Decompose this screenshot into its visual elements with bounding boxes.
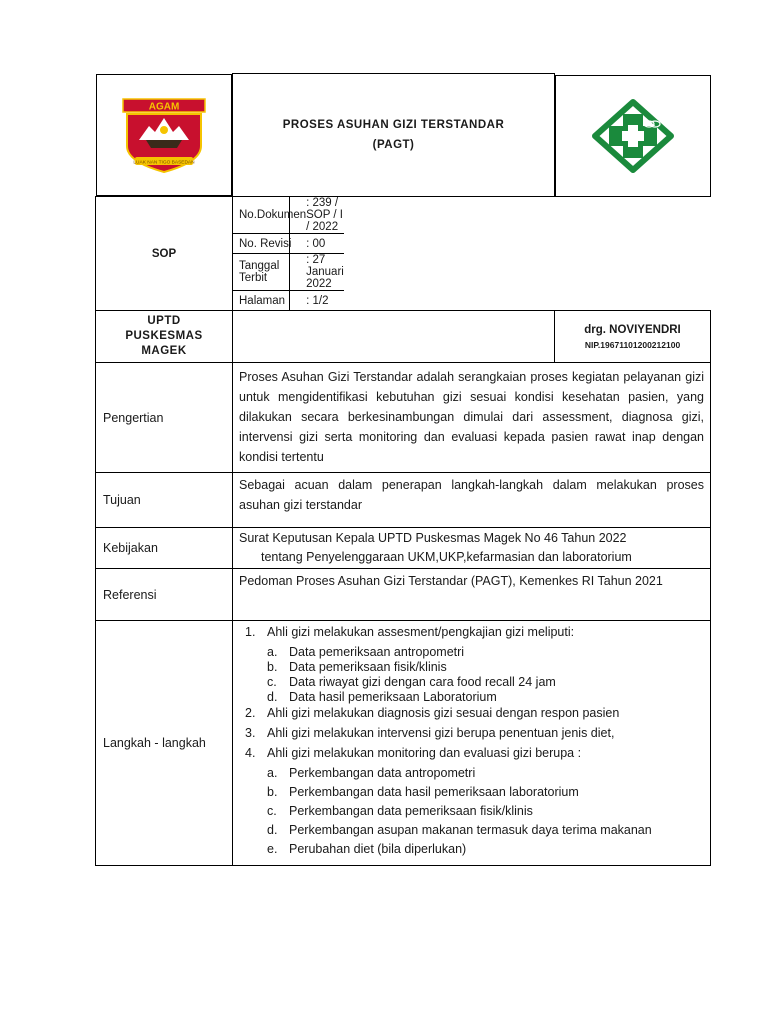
sub-item <box>267 785 704 800</box>
list-item <box>245 746 704 761</box>
agam-logo-cell <box>96 74 233 196</box>
kebijakan-label: Kebijakan <box>96 528 233 569</box>
document-title-line2: (PAGT) <box>372 139 415 151</box>
logo-left-text: AGAM <box>148 101 180 112</box>
sub-text: Perkembangan data hasil pemeriksaan laboratorium <box>289 785 579 799</box>
agam-regency-shield-icon <box>119 96 209 174</box>
sub-text: Perkembangan data pemeriksaan fisik/klinis <box>289 804 533 818</box>
sub-item <box>267 823 704 838</box>
sub-text: Perkembangan asupan makanan termasuk daya terima makanan <box>289 823 652 837</box>
document-meta <box>233 197 344 311</box>
meta-value: : 239 / SOP / I / 2022 <box>306 197 343 233</box>
document-title-line1: PROSES ASUHAN GIZI TERSTANDAR <box>282 119 505 131</box>
logo-left-banner: LUAK NAN TIGO BASEDAN <box>133 160 195 165</box>
organization-name <box>96 311 233 363</box>
pengertian-text: Proses Asuhan Gizi Terstandar adalah serangkaian proses kegiatan pelayanan gizi untuk mengidentifikasi kebutuhan gizi sesuai kondisi kesehatan pasien, yang dilakukan secara berkesinambungan dimulai dari assessment, diagnosa gizi, intervensi gizi serta monitoring dan evaluasi kepada pasien rawat inap dengan kondisi tertentu <box>233 363 711 473</box>
sub-item <box>267 842 704 857</box>
sop-document <box>95 73 710 866</box>
list-item <box>245 706 704 721</box>
org-line2: PUSKESMAS <box>125 330 203 342</box>
step-text: Ahli gizi melakukan intervensi gizi berupa penentuan jenis diet, <box>267 726 615 740</box>
sub-letter: b. <box>267 785 278 799</box>
sub-letter: c. <box>267 675 277 689</box>
sub-letter: e. <box>267 842 278 856</box>
pengertian-label: Pengertian <box>96 363 233 473</box>
sub-letter: a. <box>267 645 278 659</box>
sub-letter: a. <box>267 766 278 780</box>
meta-value: : 27 Januari 2022 <box>306 254 344 290</box>
sub-item <box>267 690 704 705</box>
signature-space <box>233 311 555 363</box>
step-number: 4. <box>245 746 256 760</box>
meta-value: : 1/2 <box>306 294 329 307</box>
step-text: Ahli gizi melakukan assesment/pengkajian gizi meliputi: <box>267 625 575 639</box>
meta-key: Tanggal Terbit <box>233 254 306 291</box>
sub-text: Perkembangan data antropometri <box>289 766 476 780</box>
list-item <box>245 726 704 741</box>
step-text: Ahli gizi melakukan monitoring dan evaluasi gizi berupa : <box>267 746 582 760</box>
sub-item <box>267 804 704 819</box>
langkah-list <box>233 621 711 866</box>
sub-item <box>267 675 704 690</box>
tujuan-label: Tujuan <box>96 473 233 528</box>
meta-key: No. Revisi <box>233 234 306 254</box>
meta-row <box>233 234 344 254</box>
document-title <box>233 74 555 197</box>
meta-row <box>233 197 344 234</box>
sop-table <box>95 73 711 866</box>
sub-text: Data pemeriksaan fisik/klinis <box>289 660 447 674</box>
meta-key: Halaman <box>239 294 286 307</box>
sub-text: Data riwayat gizi dengan cara food recall 24 jam <box>289 675 556 689</box>
kebijakan-text <box>233 528 711 569</box>
puskesmas-green-cross-icon <box>589 98 677 174</box>
tujuan-text: Sebagai acuan dalam penerapan langkah-langkah dalam melakukan proses asuhan gizi terstandar <box>233 473 711 528</box>
list-item <box>245 625 704 640</box>
sop-label: SOP <box>96 197 233 311</box>
sub-letter: d. <box>267 823 278 837</box>
meta-key: No.Dokumen <box>233 197 306 234</box>
signer-name: drg. NOVIYENDRI <box>584 323 681 336</box>
step-text: Ahli gizi melakukan diagnosis gizi sesuai dengan respon pasien <box>267 706 620 720</box>
langkah-label: Langkah - langkah <box>96 621 233 866</box>
step-number: 3. <box>245 726 256 740</box>
sub-text: Perubahan diet (bila diperlukan) <box>289 842 467 856</box>
sub-item <box>267 660 704 675</box>
sub-item <box>267 645 704 660</box>
meta-row <box>233 254 344 291</box>
org-line3: MAGEK <box>141 345 187 357</box>
sub-letter: c. <box>267 804 277 818</box>
kebijakan-line2: tentang Penyelenggaraan UKM,UKP,kefarmasian dan laboratorium <box>261 550 632 564</box>
kebijakan-line1: Surat Keputusan Kepala UPTD Puskesmas Magek No 46 Tahun 2022 <box>239 531 627 545</box>
puskesmas-logo-cell <box>555 75 711 197</box>
signer-nip: NIP.19671101200212100 <box>584 339 681 350</box>
meta-value: : 00 <box>306 234 344 254</box>
sub-item <box>267 766 704 781</box>
referensi-label: Referensi <box>96 569 233 621</box>
step-number: 2. <box>245 706 256 720</box>
sub-text: Data pemeriksaan antropometri <box>289 645 465 659</box>
meta-row <box>233 291 344 311</box>
sub-letter: b. <box>267 660 278 674</box>
org-line1: UPTD <box>147 315 181 327</box>
sub-letter: d. <box>267 690 278 704</box>
step-number: 1. <box>245 625 256 639</box>
signer-block <box>555 311 711 363</box>
sub-text: Data hasil pemeriksaan Laboratorium <box>289 690 497 704</box>
referensi-text: Pedoman Proses Asuhan Gizi Terstandar (PAGT), Kemenkes RI Tahun 2021 <box>233 569 711 621</box>
